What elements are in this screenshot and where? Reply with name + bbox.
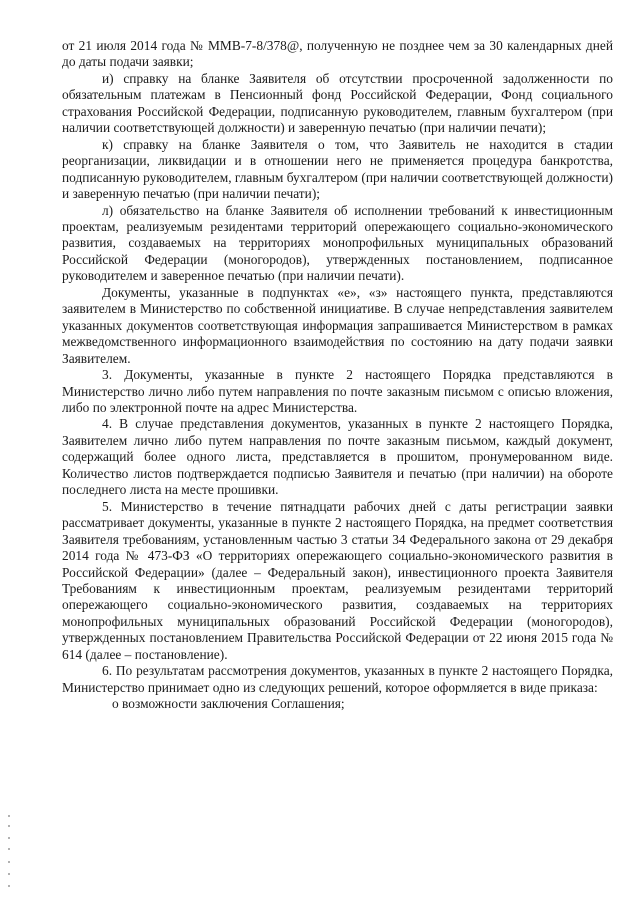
- paragraph-decision-option-agreement: о возможности заключения Соглашения;: [112, 696, 345, 712]
- paragraph-item-k-reorganization-certificate: к) справку на бланке Заявителя о том, что Заявитель не находится в стадии реорганизации, ликвидации и в отношении него не применяется процедура банкротства, подписанную руководителем, главным бухгалтером (при наличии соответствующей должности) и заверенную печатью (при наличии печати);: [62, 136, 613, 202]
- document-body: [62, 38, 613, 713]
- paragraph-clause-3-submission: 3. Документы, указанные в пункте 2 настоящего Порядка представляются в Министерство лично либо путем направления по почте заказным письмом с описью вложения, либо по электронной почте на адрес Министерства.: [62, 367, 613, 415]
- paragraph-item-l-obligation: л) обязательство на бланке Заявителя об исполнении требований к инвестиционным проектам, реализуемым резидентами территорий опережающего социально-экономического развития, создаваемых на территориях монопрофильных муниципальных образований Российской Федерации (моногородов), утвержденных постановлением, подписанное руководителем и заверенное печатью (при наличии печати).: [62, 202, 613, 284]
- paragraph-clause-4-binding: 4. В случае представления документов, указанных в пункте 2 настоящего Порядка, Заявителем лично либо путем направления по почте заказным письмом, каждый документ, содержащий более одного листа, представляется в прошитом, пронумерованном виде. Количество листов подтверждается подписью Заявителя и печатью (при наличии) на обороте последнего листа на месте прошивки.: [62, 416, 613, 498]
- paragraph-clause-6-decision: 6. По результатам рассмотрения документов, указанных в пункте 2 настоящего Порядка, Министерство принимает одно из следующих решений, которое оформляется в виде приказа:: [62, 663, 613, 695]
- paragraph-clause-5-review: 5. Министерство в течение пятнадцати рабочих дней с даты регистрации заявки рассматривает документы, указанные в пункте 2 настоящего Порядка, на предмет соответствия Заявителя требованиям, установленным частью 3 статьи 34 Федерального закона от 29 декабря 2014 года № 473-ФЗ «О территориях опережающего социально-экономического развития в Российской Федерации» (далее – Федеральный закон), инвестиционного проекта Заявителя Требованиям к инвестиционным проектам, реализуемым резидентами территорий опережающего социально-экономического развития, создаваемых на территориях монопрофильных муниципальных образований Российской Федерации (моногородов), утвержденных постановлением Правительства Российской Федерации от 22 июня 2015 года № 614 (далее – постановление).: [62, 498, 613, 662]
- paragraph-tax-certificate-continuation: от 21 июля 2014 года № ММВ-7-8/378@, полученную не позднее чем за 30 календарных дней до даты подачи заявки;: [62, 38, 613, 70]
- paragraph-item-i-pension-certificate: и) справку на бланке Заявителя об отсутствии просроченной задолженности по обязательным платежам в Пенсионный фонд Российской Федерации, Фонд социального страхования Российской Федерации, подписанную руководителем, главным бухгалтером (при наличии соответствующей должности) и заверенную печатью (при наличии печати);: [62, 70, 613, 136]
- scan-margin-marks: [6, 815, 12, 895]
- paragraph-documents-own-initiative: Документы, указанные в подпунктах «е», «з» настоящего пункта, представляются заявителем в Министерство по собственной инициативе. В случае непредставления заявителем указанных документов соответствующая информация запрашивается Министерством в рамках межведомственного информационного взаимодействия по состоянию на дату подачи заявки Заявителем.: [62, 284, 613, 366]
